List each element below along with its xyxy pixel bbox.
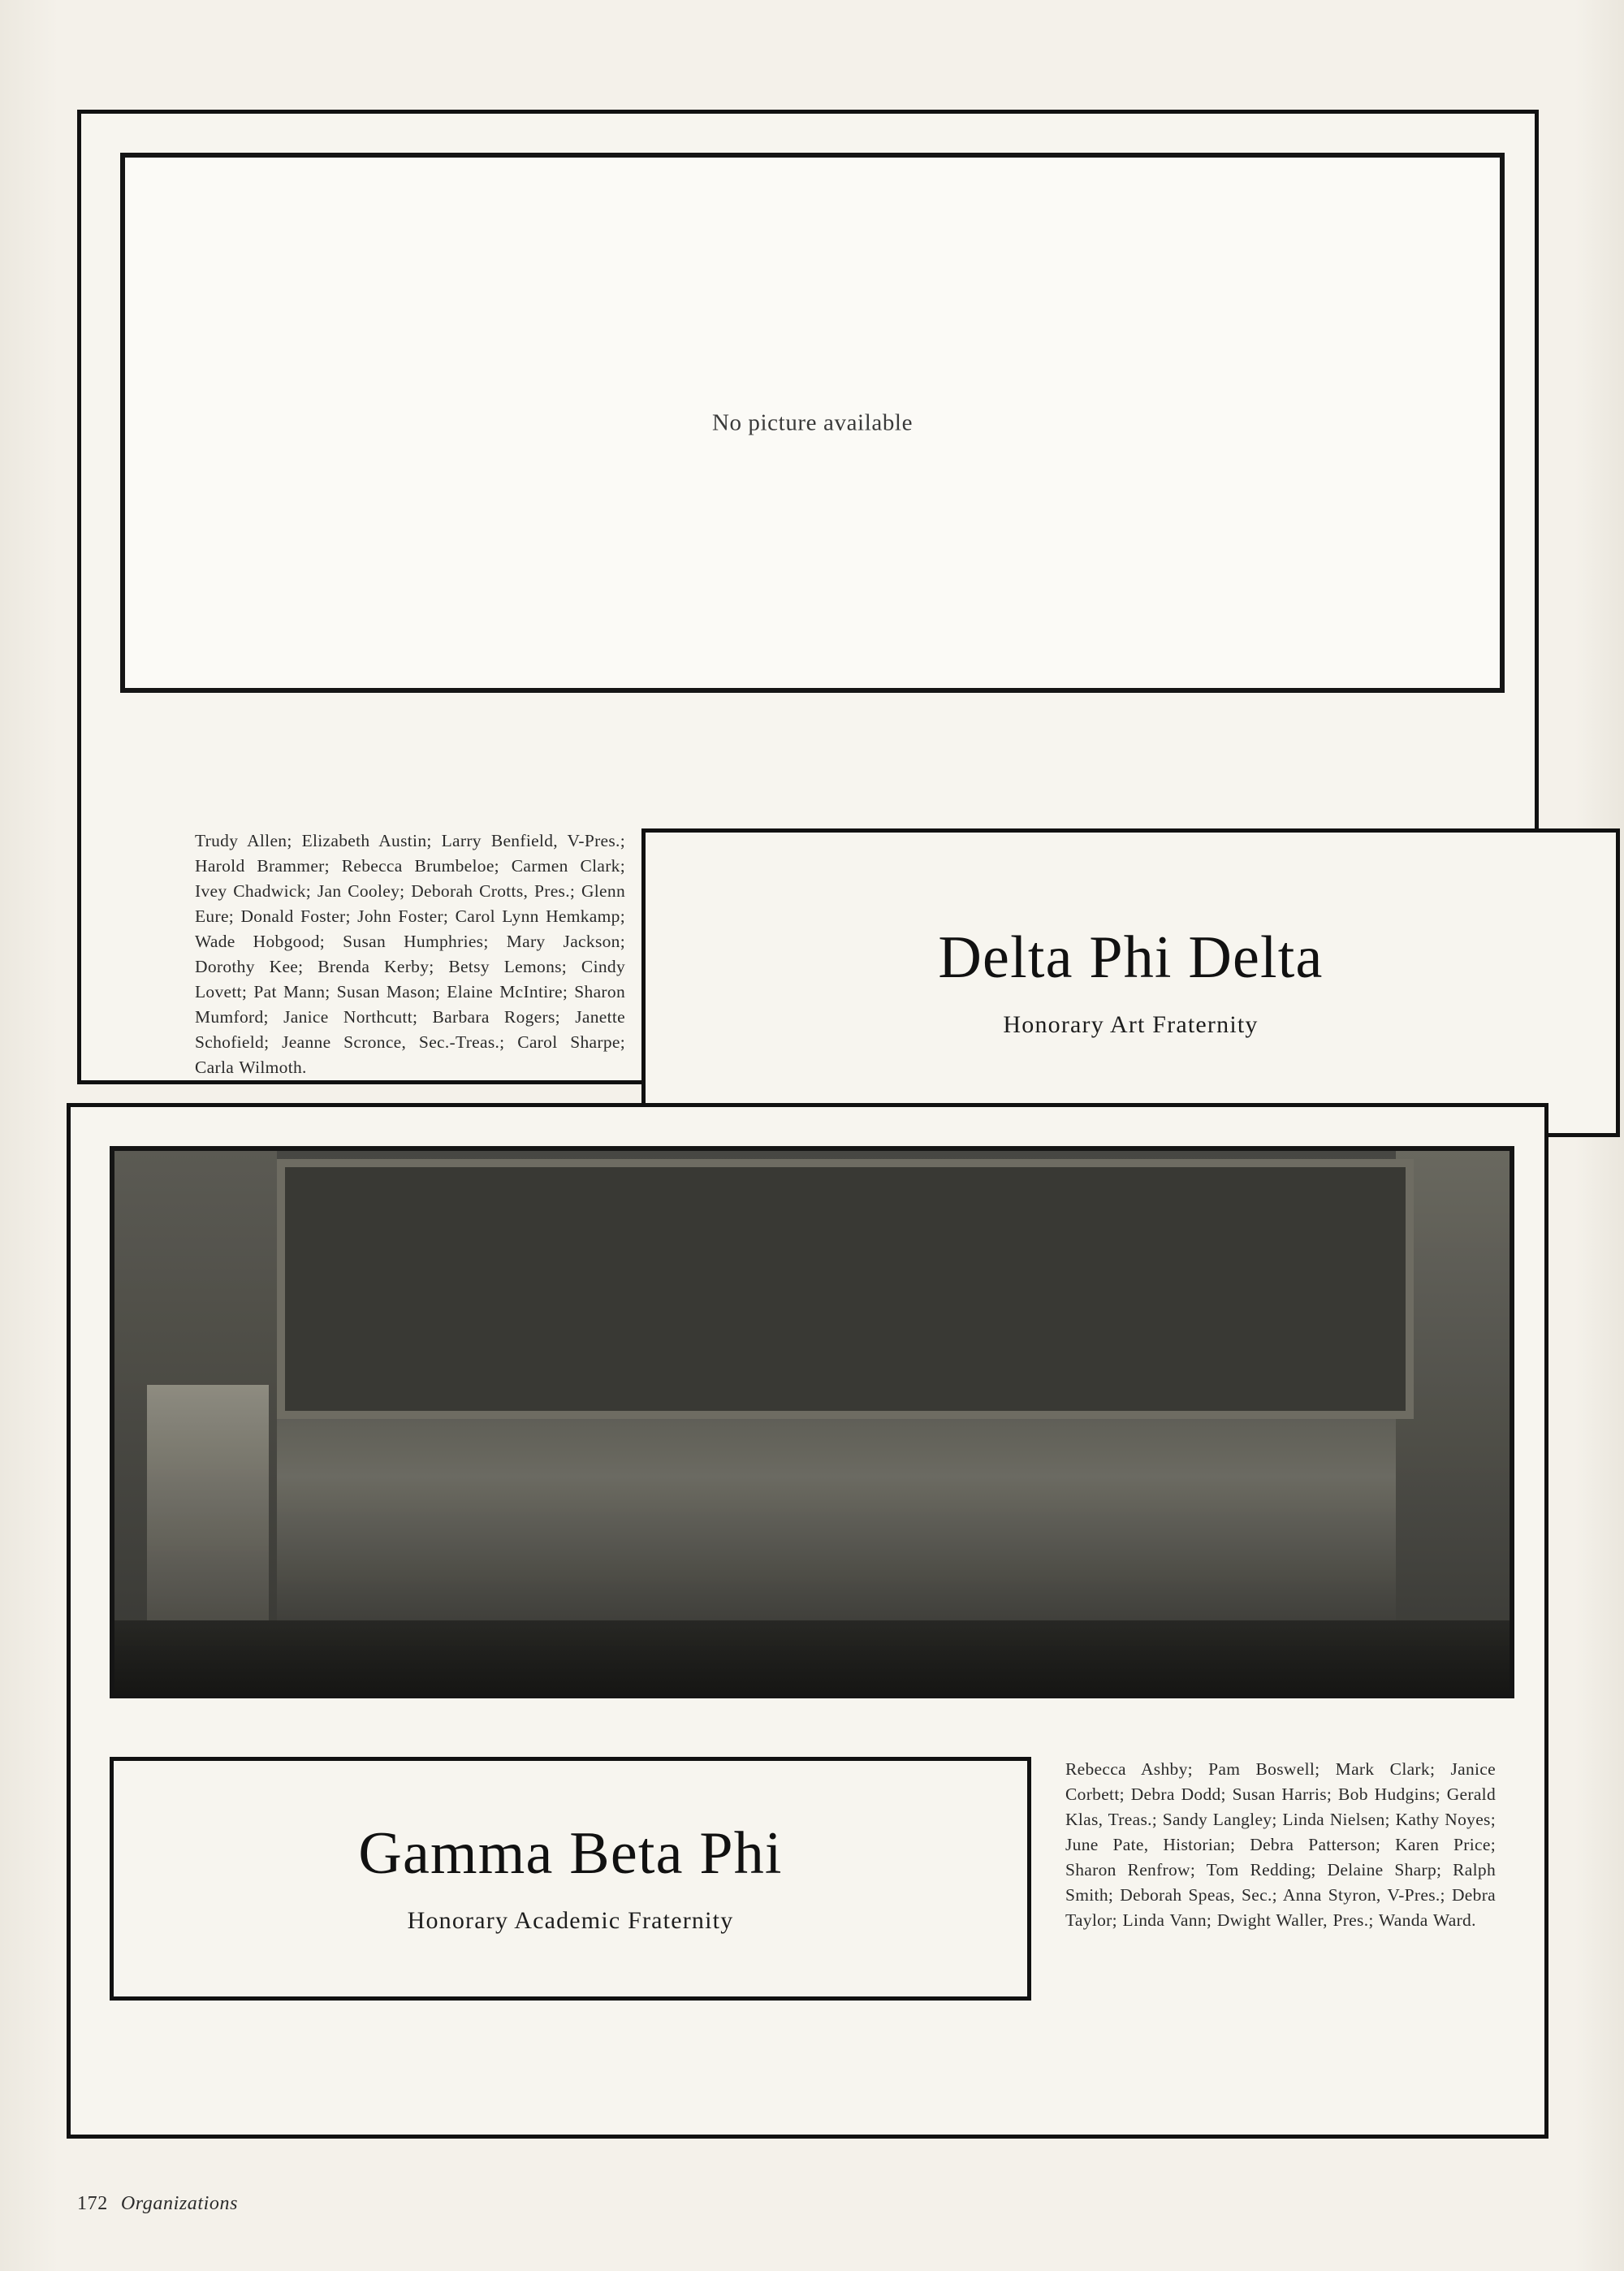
gamma-beta-phi-panel (67, 1103, 1548, 2139)
page-number: 172 (77, 2193, 108, 2214)
delta-phi-delta-photo-frame (120, 153, 1505, 693)
gamma-beta-phi-title-box (110, 1757, 1031, 2001)
photo-podium (147, 1385, 269, 1645)
gamma-beta-phi-subtitle: Honorary Academic Fraternity (407, 1906, 734, 1934)
delta-phi-delta-subtitle: Honorary Art Fraternity (1003, 1010, 1259, 1038)
gamma-beta-phi-roster: Rebecca Ashby; Pam Boswell; Mark Clark; Janice Corbett; Debra Dodd; Susan Harris; Bob Hudgins; Gerald Klas, Treas.; Sandy Langley; Linda Nielsen; Kathy Noyes; June Pate, Historian; Debra Patterson; Karen Price; Sharon Renfrow; Tom Redding; Delaine Sharp; Ralph Smith; Deborah Speas, Sec.; Anna Styron, V-Pres.; Debra Taylor; Linda Vann; Dwight Waller, Pres.; Wanda Ward. (1065, 1759, 1496, 1930)
delta-phi-delta-title-box (641, 828, 1620, 1137)
gamma-beta-phi-photo-frame (110, 1146, 1514, 1698)
gamma-beta-phi-title: Gamma Beta Phi (358, 1820, 783, 1888)
delta-phi-delta-roster: Trudy Allen; Elizabeth Austin; Larry Benfield, V-Pres.; Harold Brammer; Rebecca Brumbeloe; Carmen Clark; Ivey Chadwick; Jan Cooley; Deborah Crotts, Pres.; Glenn Eure; Donald Foster; John Foster; Carol Lynn Hemkamp; Wade Hobgood; Susan Humphries; Mary Jackson; Dorothy Kee; Brenda Kerby; Betsy Lemons; Cindy Lovett; Pat Mann; Susan Mason; Elaine McIntire; Sharon Mumford; Janice Northcutt; Barbara Rogers; Janette Schofield; Jeanne Scronce, Sec.-Treas.; Carol Sharpe; Carla Wilmoth. (195, 831, 625, 1077)
photo-floor (114, 1620, 1510, 1694)
section-label: Organizations (120, 2193, 239, 2214)
page-footer (77, 2193, 238, 2215)
group-photo (114, 1151, 1510, 1694)
no-picture-available-text: No picture available (711, 409, 914, 435)
page-edge-left (0, 0, 58, 2271)
delta-phi-delta-panel (77, 110, 1539, 1084)
photo-chalkboard (277, 1159, 1414, 1419)
delta-phi-delta-title: Delta Phi Delta (938, 924, 1324, 992)
